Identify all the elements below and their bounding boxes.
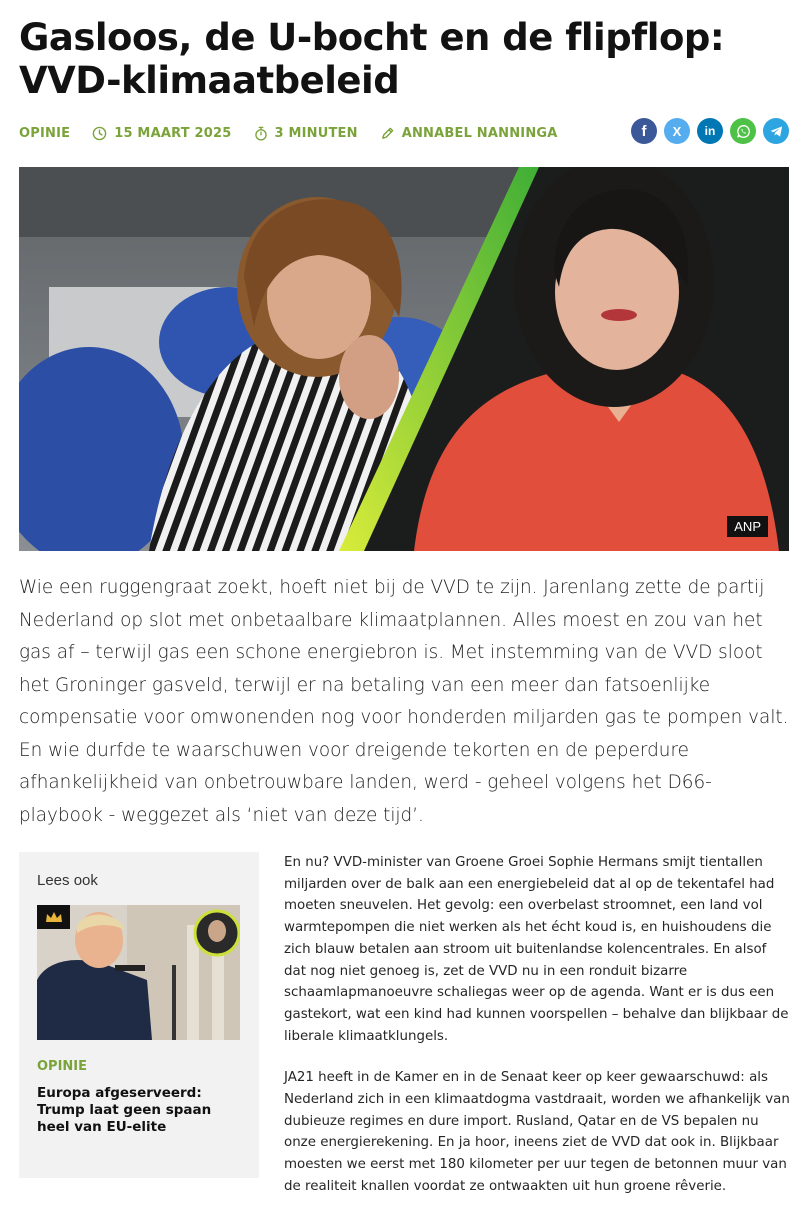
article-meta	[19, 121, 580, 145]
x-icon: X	[672, 123, 682, 139]
author[interactable]	[380, 126, 558, 141]
share-facebook-button[interactable]	[631, 118, 657, 144]
read-time-label: 3 MINUTEN	[274, 125, 358, 141]
telegram-icon	[769, 124, 784, 139]
category-label: OPINIE	[19, 125, 71, 141]
clock-icon	[92, 126, 107, 141]
article-title: Gasloos, de U-bocht en de flipflop: VVD-klimaatbeleid	[19, 16, 725, 102]
pencil-icon	[380, 126, 395, 141]
read-time	[254, 126, 358, 141]
share-linkedin-button[interactable]	[697, 118, 723, 144]
related-label: Lees ook	[37, 872, 98, 889]
related-category: OPINIE	[37, 1059, 88, 1074]
stopwatch-icon	[254, 126, 268, 141]
date-label: 15 MAART 2025	[114, 125, 232, 141]
linkedin-icon: in	[704, 124, 716, 138]
body-paragraph: En nu? VVD-minister van Groene Groei Sophie Hermans smijt tientallen miljarden over de balk aan een energiebeleid dat al op de tekentafel had moeten sneuvelen. Het gevolg: een overbelast stroomnet, een land vol warmtepompen die niet werken als het écht koud is, en huishoudens die zich blauw betalen aan stroom uit buitenlandse kolencentrales. En alsof dat nog niet genoeg is, zet de VVD nu in een ronduit bizarre schaamlapmanoeuvre schaliegas weer op de agenda. Want er is dus een gastekort, wat een kind had kunnen voorspellen – behalve dan blijkbaar de liberale klimaatklungels.	[284, 855, 789, 1044]
publish-date	[92, 126, 231, 141]
related-article-card[interactable]	[19, 852, 259, 1178]
image-credit: ANP	[727, 516, 768, 537]
category-tag[interactable]	[19, 126, 70, 141]
hero-photo	[19, 167, 789, 551]
article-lead: Wie een ruggengraat zoekt, hoeft niet bij de VVD te zijn. Jarenlang zette de partij Nederland op slot met onbetaalbare klimaatplannen. Alles moest en zou van het gas af – terwijl gas een schone energiebron is. Met instemming van de VVD sloot het Groninger gasveld, terwijl er na betaling van een meer dan fatsoenlijke compensatie voor omwonenden nog voor honderden miljarden gas te pompen valt. En wie durfde te waarschuwen voor dreigende tekorten en de peperdure afhankelijkheid van onbetrouwbare landen, werd - geheel volgens het D66-playbook - weggezet als ‘niet van deze tijd’.	[19, 577, 789, 826]
premium-badge	[37, 905, 70, 929]
related-thumbnail[interactable]	[37, 905, 240, 1040]
share-whatsapp-button[interactable]	[730, 118, 756, 144]
crown-icon	[45, 911, 63, 924]
article-body	[284, 852, 790, 1218]
whatsapp-icon	[736, 124, 751, 139]
facebook-icon: f	[641, 122, 647, 140]
share-x-button[interactable]	[664, 118, 690, 144]
related-title[interactable]: Europa afgeserveerd: Trump laat geen spaan heel van EU-elite	[37, 1085, 212, 1135]
hero-image	[19, 167, 789, 551]
share-telegram-button[interactable]	[763, 118, 789, 144]
author-label: ANNABEL NANNINGA	[401, 125, 558, 141]
body-paragraph: JA21 heeft in de Kamer en in de Senaat keer op keer gewaarschuwd: als Nederland zich in een klimaatdogma vastdraait, worden we afhankelijk van dubieuze regimes en dure import. Rusland, Qatar en de VS bepalen nu onze energierekening. En ja hoor, ineens ziet de VVD dat ook in. Blijkbaar moesten we eerst met 180 kilometer per uur tegen de betonnen muur van de realiteit knallen voordat ze ontwaakten uit hun groene rêverie.	[284, 1070, 790, 1194]
share-buttons	[631, 118, 789, 144]
